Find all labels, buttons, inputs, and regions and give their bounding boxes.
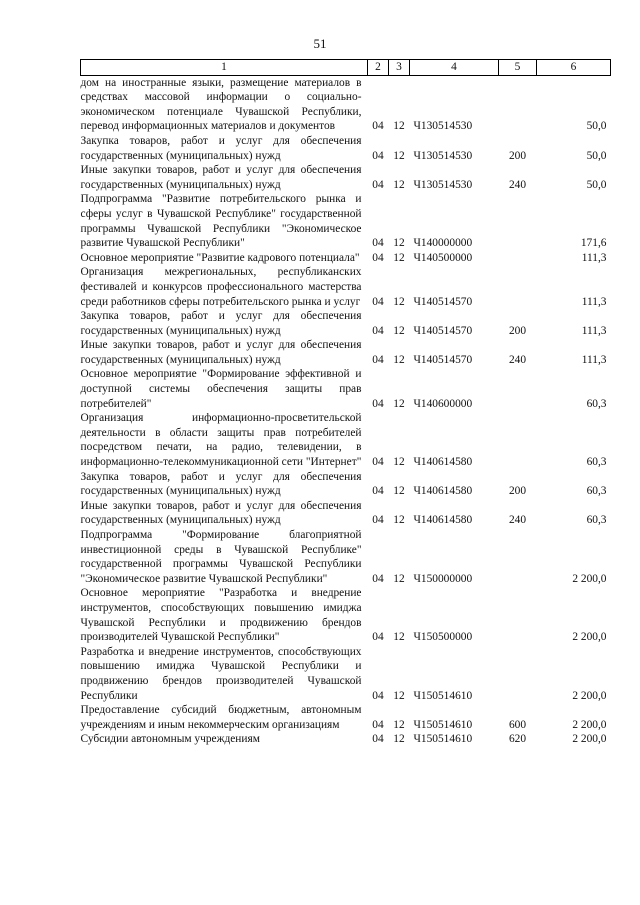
target-article-code: Ч130514530 (413, 178, 473, 191)
section-code: 04 (372, 572, 384, 585)
target-article-code: Ч150500000 (413, 631, 473, 644)
amount: 50,0 (586, 178, 607, 191)
amount: 2 200,0 (572, 689, 607, 702)
section-code: 04 (372, 251, 384, 264)
expense-type-code (499, 192, 537, 250)
amount: 60,3 (586, 485, 607, 498)
row-name: Иные закупки товаров, работ и услуг для обеспечения государственных (муниципальных) нужд (80, 339, 362, 366)
expense-type-code (499, 645, 537, 703)
target-article-code: Ч140614580 (413, 456, 473, 469)
amount: 171,6 (580, 237, 607, 250)
table-row (81, 528, 611, 586)
subsection-code: 12 (393, 514, 405, 527)
column-header: 3 (389, 60, 410, 76)
section-code: 04 (372, 149, 384, 162)
expense-type-code (499, 265, 537, 309)
table-row (81, 75, 611, 134)
target-article-code: Ч150000000 (413, 572, 473, 585)
target-article-code: Ч150514610 (413, 689, 473, 702)
amount: 111,3 (581, 353, 607, 366)
row-name: Иные закупки товаров, работ и услуг для обеспечения государственных (муниципальных) нужд (80, 164, 362, 191)
subsection-code: 12 (393, 324, 405, 337)
table-row (81, 732, 611, 747)
subsection-code: 12 (393, 149, 405, 162)
section-code: 04 (372, 514, 384, 527)
target-article-code: Ч140514570 (413, 295, 473, 308)
target-article-code: Ч140614580 (413, 485, 473, 498)
amount: 111,3 (581, 324, 607, 337)
subsection-code: 12 (393, 733, 405, 746)
table-row (81, 470, 611, 499)
row-name: дом на иностранные языки, размещение материалов в средствах массовой информации о социально-экономическом потенциале Чувашской Республики, перевод информационных материалов и документов (80, 76, 362, 133)
row-name: Субсидии автономным учреждениям (80, 733, 260, 746)
amount: 2 200,0 (572, 631, 607, 644)
row-name: Закупка товаров, работ и услуг для обеспечения государственных (муниципальных) нужд (80, 134, 362, 162)
amount: 2 200,0 (572, 733, 607, 746)
amount: 60,3 (586, 397, 607, 410)
page-number: 51 (313, 36, 327, 51)
row-name: Разработка и внедрение инструментов, способствующих повышению имиджа Чувашской Республики и продвижению брендов производителей Чувашской Республики (80, 645, 362, 702)
target-article-code: Ч140514570 (413, 353, 473, 366)
row-name: Основное мероприятие "Развитие кадрового потенциала" (80, 251, 360, 264)
table-row (81, 265, 611, 309)
table-row (81, 367, 611, 411)
amount: 111,3 (581, 295, 607, 308)
expense-type-code (499, 586, 537, 644)
amount: 60,3 (586, 514, 607, 527)
expense-type-code: 200 (508, 149, 527, 162)
subsection-code: 12 (393, 485, 405, 498)
section-code: 04 (372, 485, 384, 498)
subsection-code: 12 (393, 178, 405, 191)
column-header: 2 (368, 60, 389, 76)
subsection-code: 12 (393, 237, 405, 250)
table-row (81, 499, 611, 528)
expense-type-code: 240 (508, 353, 527, 366)
expense-type-code: 620 (508, 733, 527, 746)
expense-type-code (499, 528, 537, 586)
subsection-code: 12 (393, 120, 405, 133)
amount: 2 200,0 (572, 572, 607, 585)
target-article-code: Ч140000000 (413, 237, 473, 250)
subsection-code: 12 (393, 397, 405, 410)
target-article-code: Ч140514570 (413, 324, 473, 337)
table-row (81, 411, 611, 469)
column-header: 4 (410, 60, 499, 76)
section-code: 04 (372, 631, 384, 644)
subsection-code: 12 (393, 295, 405, 308)
section-code: 04 (372, 397, 384, 410)
amount: 50,0 (586, 149, 607, 162)
target-article-code: Ч130514530 (413, 149, 473, 162)
row-name: Основное мероприятие "Формирование эффективной и доступной системы обеспечения защиты прав потребителей" (80, 368, 362, 410)
column-header: 1 (81, 60, 368, 76)
row-name: Иные закупки товаров, работ и услуг для обеспечения государственных (муниципальных) нужд (80, 499, 362, 527)
subsection-code: 12 (393, 353, 405, 366)
section-code: 04 (372, 237, 384, 250)
target-article-code: Ч150514610 (413, 718, 473, 731)
table-row (81, 134, 611, 163)
section-code: 04 (372, 733, 384, 746)
amount: 111,3 (581, 251, 607, 264)
table-row (81, 309, 611, 338)
row-name: Закупка товаров, работ и услуг для обеспечения государственных (муниципальных) нужд (80, 310, 362, 337)
expense-type-code: 240 (508, 514, 527, 527)
amount: 2 200,0 (572, 718, 607, 731)
section-code: 04 (372, 324, 384, 337)
row-name: Закупка товаров, работ и услуг для обеспечения государственных (муниципальных) нужд (80, 470, 362, 498)
table-row (81, 251, 611, 266)
budget-table (80, 59, 611, 747)
expense-type-code: 200 (508, 324, 527, 337)
table-row (81, 703, 611, 732)
column-header: 6 (537, 60, 611, 76)
table-row (81, 645, 611, 703)
row-name: Организация межрегиональных, республиканских фестивалей и конкурсов профессионального мастерства среди работников сферы потребительского рынка и услуг (80, 266, 362, 308)
target-article-code: Ч140614580 (413, 514, 473, 527)
section-code: 04 (372, 295, 384, 308)
subsection-code: 12 (393, 572, 405, 585)
table-row (81, 163, 611, 192)
row-name: Основное мероприятие "Разработка и внедрение инструментов, способствующих повышению имиджа Чувашской Республики и продвижению брендов производителей Чувашской Республики" (80, 587, 362, 644)
section-code: 04 (372, 689, 384, 702)
target-article-code: Ч140500000 (413, 251, 473, 264)
section-code: 04 (372, 178, 384, 191)
amount: 50,0 (586, 120, 607, 133)
target-article-code: Ч140600000 (413, 397, 473, 410)
row-name: Предоставление субсидий бюджетным, автономным учреждениям и иным некоммерческим организациям (80, 704, 362, 731)
expense-type-code (499, 411, 537, 469)
expense-type-code (499, 251, 537, 266)
subsection-code: 12 (393, 456, 405, 469)
expense-type-code (499, 75, 537, 134)
table-header-row (81, 60, 611, 76)
column-header: 5 (499, 60, 537, 76)
section-code: 04 (372, 353, 384, 366)
expense-type-code: 600 (508, 718, 527, 731)
subsection-code: 12 (393, 689, 405, 702)
table-row (81, 192, 611, 250)
section-code: 04 (372, 120, 384, 133)
subsection-code: 12 (393, 718, 405, 731)
expense-type-code: 240 (508, 178, 527, 191)
row-name: Подпрограмма "Развитие потребительского рынка и сферы услуг в Чувашской Республике" государственной программы Чувашской Республики "Экономическое развитие Чувашской Республики" (80, 193, 362, 250)
table-row (81, 586, 611, 644)
table-row (81, 338, 611, 367)
subsection-code: 12 (393, 631, 405, 644)
target-article-code: Ч130514530 (413, 120, 473, 133)
expense-type-code (499, 367, 537, 411)
subsection-code: 12 (393, 251, 405, 264)
expense-type-code: 200 (508, 485, 527, 498)
target-article-code: Ч150514610 (413, 733, 473, 746)
amount: 60,3 (586, 456, 607, 469)
row-name: Подпрограмма "Формирование благоприятной инвестиционной среды в Чувашской Республике" государственной программы Чувашской Республики "Экономическое развитие Чувашской Республики" (80, 529, 362, 585)
section-code: 04 (372, 456, 384, 469)
section-code: 04 (372, 718, 384, 731)
row-name: Организация информационно-просветительской деятельности в области защиты прав потребителей посредством печати, на радио, телевидении, в информационно-телекоммуникационной сети "Интернет" (80, 412, 362, 469)
